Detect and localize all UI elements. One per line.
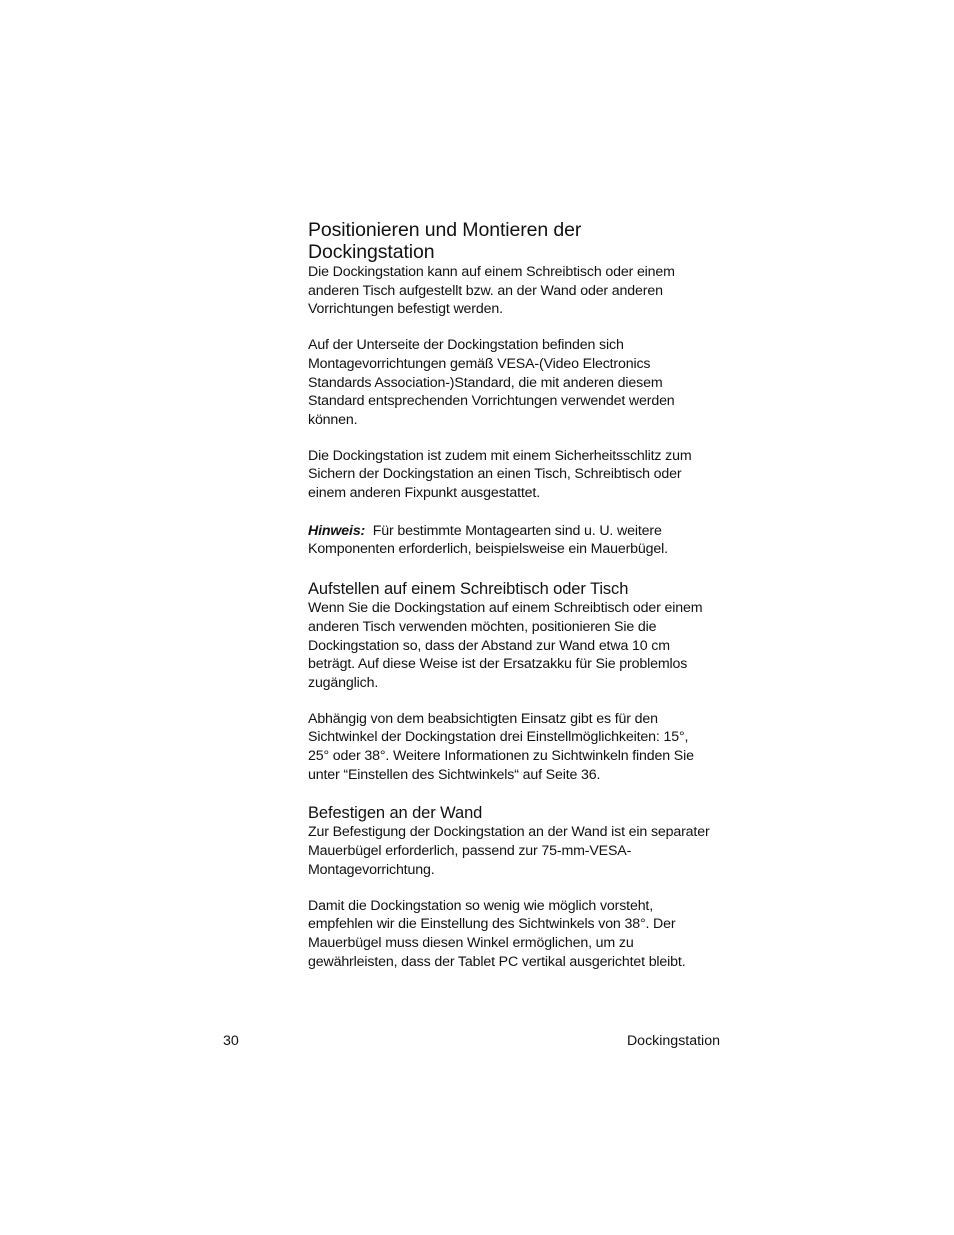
paragraph — [308, 710, 738, 785]
text-line: Damit die Dockingstation so wenig wie möglich vorsteht, — [308, 897, 654, 914]
paragraph — [308, 599, 738, 693]
text-line: Standards Association-)Standard, die mit anderen diesem — [308, 374, 663, 391]
paragraph — [308, 447, 738, 503]
footer-chapter-title: Dockingstation — [626, 1033, 720, 1049]
paragraph — [308, 263, 738, 319]
text-line: Sichtwinkel der Dockingstation drei Einstellmöglichkeiten: 15°, — [308, 729, 689, 746]
section-title-wall: Befestigen an der Wand — [308, 804, 483, 823]
text-line: Auf der Unterseite der Dockingstation befinden sich — [308, 337, 624, 354]
text-line: Die Dockingstation ist zudem mit einem Sicherheitsschlitz zum — [308, 447, 692, 464]
page-content — [308, 219, 738, 971]
text-line: Abhängig von dem beabsichtigten Einsatz gibt es für den — [308, 710, 658, 727]
paragraph — [308, 823, 738, 879]
text-line: beträgt. Auf diese Weise ist der Ersatzakku für Sie problemlos — [308, 656, 688, 673]
text-line: anderen Tisch aufgestellt bzw. an der Wand oder anderen — [308, 282, 663, 299]
text-line: können. — [308, 411, 358, 428]
title-line: Positionieren und Montieren der — [308, 219, 582, 241]
text-line: Komponenten erforderlich, beispielsweise ein Mauerbügel. — [308, 541, 668, 558]
paragraph — [308, 897, 738, 972]
text-line: Montagevorrichtung. — [308, 861, 435, 878]
note-label: Hinweis: — [308, 522, 366, 539]
text-line: Mauerbügel erforderlich, passend zur 75-mm-VESA- — [308, 843, 632, 860]
section-title-desk: Aufstellen auf einem Schreibtisch oder Tisch — [308, 580, 629, 599]
paragraph — [308, 336, 738, 430]
text-line: Dockingstation so, dass der Abstand zur Wand etwa 10 cm — [308, 637, 670, 654]
text-line: Für bestimmte Montagearten sind u. U. weitere — [372, 522, 662, 539]
text-line: 25° oder 38°. Weitere Informationen zu Sichtwinkeln finden Sie — [308, 748, 694, 765]
text-line: Standard entsprechenden Vorrichtungen verwendet werden — [308, 393, 675, 410]
text-line: Montagevorrichtungen gemäß VESA-(Video Electronics — [308, 355, 651, 372]
text-line: Zur Befestigung der Dockingstation an der Wand ist ein separater — [308, 824, 710, 841]
section-title-positioning — [308, 219, 738, 263]
text-line: gewährleisten, dass der Tablet PC vertikal ausgerichtet bleibt. — [308, 953, 686, 970]
text-line: Wenn Sie die Dockingstation auf einem Schreibtisch oder einem — [308, 600, 703, 617]
page-number: 30 — [223, 1033, 239, 1049]
note — [308, 522, 738, 559]
text-line: empfehlen wir die Einstellung des Sichtwinkels von 38°. Der — [308, 916, 676, 933]
text-line: Sichern der Dockingstation an einen Tisch, Schreibtisch oder — [308, 466, 682, 483]
text-line: anderen Tisch verwenden möchten, positionieren Sie die — [308, 618, 657, 635]
text-line: einem anderen Fixpunkt ausgestattet. — [308, 485, 540, 502]
text-line: zugänglich. — [308, 674, 379, 691]
text-line: unter “Einstellen des Sichtwinkels“ auf Seite 36. — [308, 766, 601, 783]
text-line: Vorrichtungen befestigt werden. — [308, 301, 503, 318]
text-line: Die Dockingstation kann auf einem Schreibtisch oder einem — [308, 264, 675, 280]
title-line: Dockingstation — [308, 241, 435, 263]
text-line: Mauerbügel muss diesen Winkel ermöglichen, um zu — [308, 934, 634, 951]
